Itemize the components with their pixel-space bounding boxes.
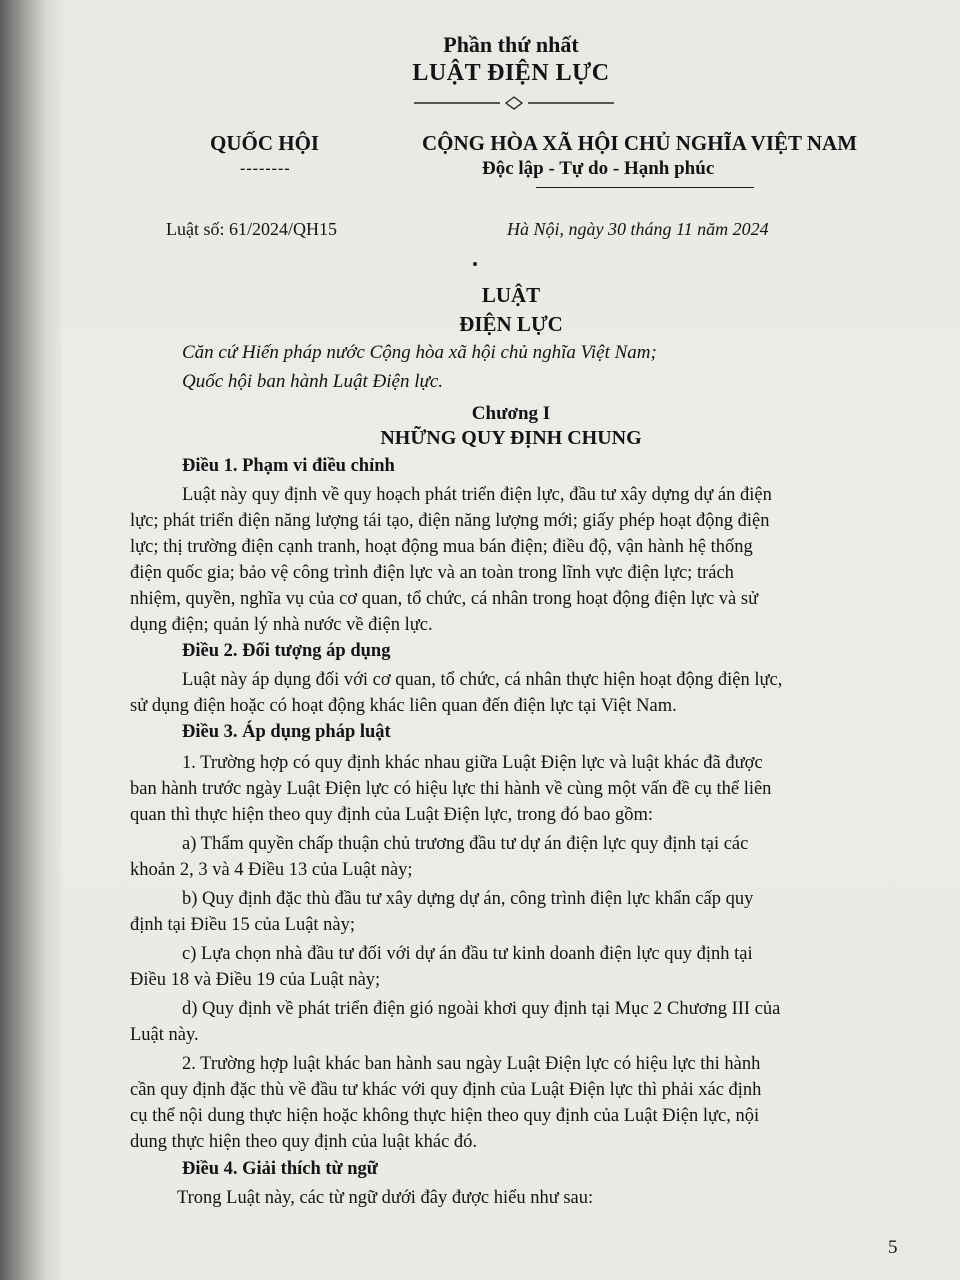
date-place: Hà Nội, ngày 30 tháng 11 năm 2024 — [507, 219, 769, 239]
document-subject-title: ĐIỆN LỰC — [459, 312, 563, 336]
document-type-title: LUẬT — [481, 283, 541, 307]
article-3-line: dung thực hiện theo quy định của luật khác đó. — [130, 1132, 478, 1152]
article-3-line: d) Quy định về phát triển điện gió ngoài khơi quy định tại Mục 2 Chương III của — [182, 999, 781, 1019]
article-2-line: sử dụng điện hoặc có hoạt động khác liên quan đến điện lực tại Việt Nam. — [130, 696, 677, 716]
chapter-number: Chương I — [471, 403, 551, 424]
article-3-line: quan thì thực hiện theo quy định của Luật Điện lực, trong đó bao gồm: — [130, 805, 654, 825]
adjacent-page-edge — [0, 0, 62, 1280]
article-3-line: khoản 2, 3 và 4 Điều 13 của Luật này; — [130, 860, 413, 880]
article-1-line: dụng điện; quản lý nhà nước về điện lực. — [130, 615, 433, 635]
ornament-divider — [414, 96, 614, 110]
issuer-dashes: -------- — [240, 160, 291, 177]
speck — [473, 262, 477, 266]
law-name-heading: LUẬT ĐIỆN LỰC — [412, 60, 610, 86]
article-1-line: Luật này quy định về quy hoạch phát triển điện lực, đầu tư xây dựng dự án điện — [182, 485, 772, 505]
article-3-line: 1. Trường hợp có quy định khác nhau giữa Luật Điện lực và luật khác đã được — [182, 753, 763, 773]
article-1-line: nhiệm, quyền, nghĩa vụ của cơ quan, tổ chức, cá nhân trong hoạt động điện lực và sử — [130, 589, 759, 609]
article-1-line: lực; thị trường điện cạnh tranh, hoạt động mua bán điện; điều độ, vận hành hệ thống — [130, 537, 753, 557]
page-number: 5 — [888, 1237, 898, 1258]
article-2-heading: Điều 2. Đối tượng áp dụng — [182, 641, 391, 661]
part-title: Phần thứ nhất — [443, 32, 579, 57]
article-1-line: lực; phát triển điện năng lượng tái tạo, điện năng lượng mới; giấy phép hoạt động điện — [130, 511, 770, 531]
article-1-heading: Điều 1. Phạm vi điều chỉnh — [182, 456, 395, 476]
article-3-line: cần quy định đặc thù về đầu tư khác với quy định của Luật Điện lực thì phải xác định — [130, 1080, 762, 1100]
article-3-line: cụ thể nội dung thực hiện hoặc không thực hiện theo quy định của Luật Điện lực, nội — [130, 1106, 760, 1126]
article-3-heading: Điều 3. Áp dụng pháp luật — [182, 722, 391, 742]
state-name: CỘNG HÒA XÃ HỘI CHỦ NGHĨA VIỆT NAM — [422, 131, 858, 155]
enactment-statement: Quốc hội ban hành Luật Điện lực. — [182, 371, 444, 392]
article-3-line: b) Quy định đặc thù đầu tư xây dựng dự án, công trình điện lực khẩn cấp quy — [182, 889, 754, 909]
article-3-line: định tại Điều 15 của Luật này; — [130, 915, 356, 935]
article-3-line: Luật này. — [130, 1025, 199, 1045]
article-2-line: Luật này áp dụng đối với cơ quan, tổ chức, cá nhân thực hiện hoạt động điện lực, — [182, 670, 783, 690]
chapter-title: NHỮNG QUY ĐỊNH CHUNG — [380, 427, 642, 449]
article-3-line: Điều 18 và Điều 19 của Luật này; — [130, 970, 381, 990]
article-4-line: Trong Luật này, các từ ngữ dưới đây được hiểu như sau: — [177, 1188, 594, 1208]
motto-underline — [536, 187, 754, 188]
article-4-heading: Điều 4. Giải thích từ ngữ — [182, 1159, 378, 1179]
article-3-line: a) Thẩm quyền chấp thuận chủ trương đầu tư dự án điện lực quy định tại các — [182, 834, 749, 854]
issuer-name: QUỐC HỘI — [210, 131, 320, 155]
document-page — [62, 0, 960, 1280]
article-3-line: 2. Trường hợp luật khác ban hành sau ngày Luật Điện lực có hiệu lực thi hành — [182, 1054, 761, 1074]
article-1-line: điện quốc gia; bảo vệ công trình điện lực và an toàn trong lĩnh vực điện lực; trách — [130, 563, 734, 583]
national-motto: Độc lập - Tự do - Hạnh phúc — [482, 158, 715, 179]
article-3-line: ban hành trước ngày Luật Điện lực có hiệu lực thi hành về cùng một vấn đề cụ thể liên — [130, 779, 772, 799]
legal-basis: Căn cứ Hiến pháp nước Cộng hòa xã hội chủ nghĩa Việt Nam; — [182, 342, 657, 363]
article-3-line: c) Lựa chọn nhà đầu tư đối với dự án đầu tư kinh doanh điện lực quy định tại — [182, 944, 753, 964]
law-number: Luật số: 61/2024/QH15 — [166, 219, 337, 239]
